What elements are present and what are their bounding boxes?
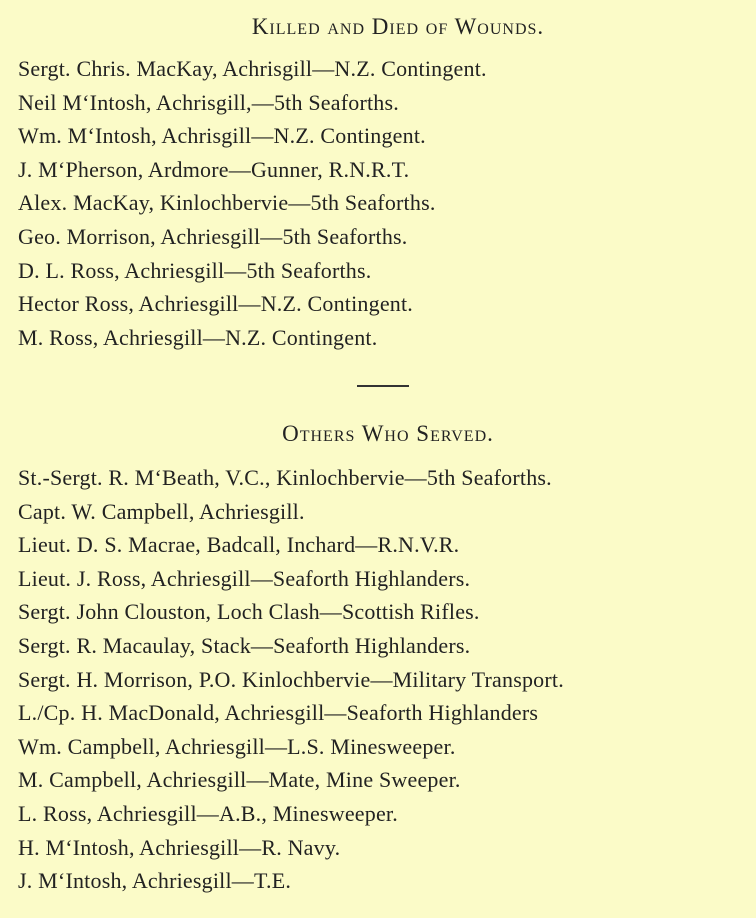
- list-item: Wm. Campbell, Achriesgill—L.S. Minesweeper.: [18, 733, 456, 759]
- section-divider: [357, 385, 409, 387]
- killed-list: [18, 52, 487, 354]
- list-item: Sergt. Chris. MacKay, Achrisgill—N.Z. Contingent.: [18, 56, 487, 81]
- section-heading-killed: Killed and Died of Wounds.: [251, 14, 545, 39]
- others-list: [18, 461, 564, 898]
- section-heading-others: Others Who Served.: [282, 421, 494, 446]
- list-item: Hector Ross, Achriesgill—N.Z. Contingent.: [18, 291, 413, 317]
- list-item: Sergt. R. Macaulay, Stack—Seaforth Highlanders.: [18, 632, 471, 658]
- list-item: D. L. Ross, Achriesgill—5th Seaforths.: [18, 257, 372, 283]
- list-item: Geo. Morrison, Achriesgill—5th Seaforths.: [18, 223, 408, 249]
- list-item: Neil M‘Intosh, Achrisgill,—5th Seaforths.: [18, 89, 399, 115]
- list-item: Lieut. J. Ross, Achriesgill—Seaforth Highlanders.: [18, 565, 471, 591]
- list-item: Capt. W. Campbell, Achriesgill.: [18, 498, 305, 524]
- list-item: Wm. M‘Intosh, Achrisgill—N.Z. Contingent.: [18, 123, 426, 149]
- list-item: Lieut. D. S. Macrae, Badcall, Inchard—R.N.V.R.: [18, 532, 460, 558]
- list-item: J. M‘Pherson, Ardmore—Gunner, R.N.R.T.: [18, 156, 410, 182]
- list-item: M. Ross, Achriesgill—N.Z. Contingent.: [18, 324, 378, 350]
- list-item: H. M‘Intosh, Achriesgill—R. Navy.: [18, 834, 341, 860]
- list-item: Sergt. H. Morrison, P.O. Kinlochbervie—Military Transport.: [18, 666, 564, 692]
- list-item: J. M‘Intosh, Achriesgill—T.E.: [18, 868, 292, 894]
- list-item: St.-Sergt. R. M‘Beath, V.C., Kinlochbervie—5th Seaforths.: [18, 465, 552, 490]
- list-item: Alex. MacKay, Kinlochbervie—5th Seaforths.: [18, 190, 436, 216]
- list-item: M. Campbell, Achriesgill—Mate, Mine Sweeper.: [18, 767, 461, 793]
- list-item: L./Cp. H. MacDonald, Achriesgill—Seaforth Highlanders: [18, 700, 539, 726]
- list-item: L. Ross, Achriesgill—A.B., Minesweeper.: [18, 800, 398, 826]
- list-item: Sergt. John Clouston, Loch Clash—Scottish Rifles.: [18, 599, 480, 625]
